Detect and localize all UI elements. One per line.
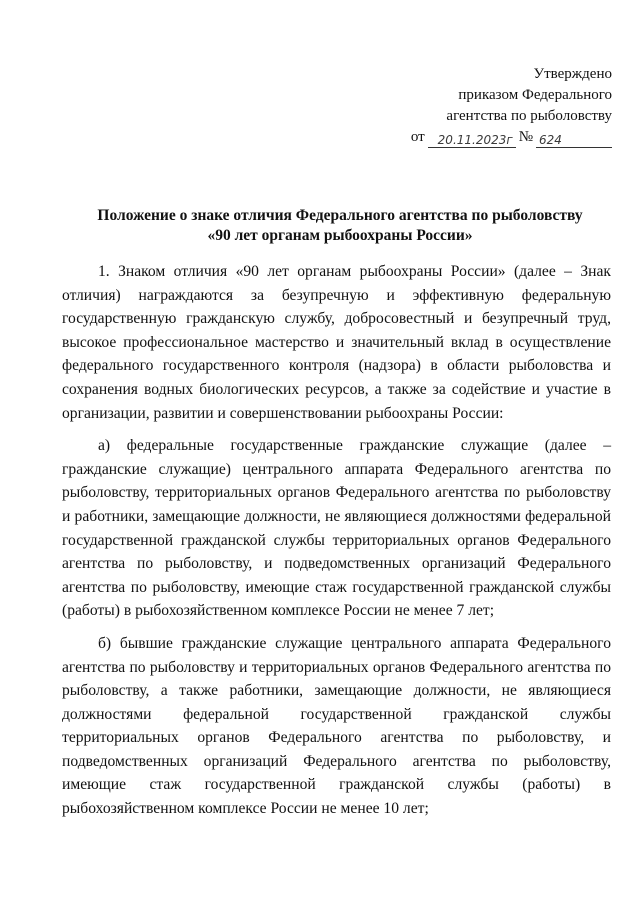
- approval-line-approved: Утверждено: [533, 66, 612, 82]
- document-body: [62, 260, 611, 830]
- number-label: №: [518, 129, 533, 145]
- approval-line-order: приказом Федерального: [458, 87, 612, 103]
- paragraph-1: 1. Знаком отличия «90 лет органам рыбоохраны России» (далее – Знак отличия) награждаются за безупречную и эффективную федеральную государственную гражданскую службу, добросовестный и безупречный труд, высокое профессиональное мастерство и значительный вклад в осуществление федерального государственного контроля (надзора) в области рыболовства и сохранения водных биологических ресурсов, а также за содействие и участие в организации, развитии и совершенствовании рыбоохраны России:: [62, 263, 611, 422]
- handwritten-date: 20.11.2023г: [428, 133, 516, 148]
- document-title: [60, 206, 620, 246]
- approval-date-number-row: [411, 127, 612, 148]
- title-line-2: «90 лет органам рыбоохраны России»: [207, 227, 473, 244]
- date-prefix: от: [410, 129, 425, 145]
- approval-stamp-block: [411, 64, 612, 148]
- title-line-1: Положение о знаке отличия Федерального агентства по рыболовству: [97, 207, 583, 224]
- approval-line-agency: агентства по рыболовству: [446, 108, 612, 124]
- paragraph-b: б) бывшие гражданские служащие центрального аппарата Федерального агентства по рыболовству и территориальных органов Федерального агентства по рыболовству, а также работники, замещающие должности, не являющиеся должностями федеральной государственной гражданской службы территориальных органов Федерального агентства по рыболовству, и подведомственных организаций Федерального агентства по рыболовству, имеющие стаж государственной гражданской службы (работы) в рыбохозяйственном комплексе России не менее 10 лет;: [62, 634, 611, 818]
- paragraph-a: а) федеральные государственные гражданские служащие (далее – гражданские служащие) центрального аппарата Федерального агентства по рыболовству, территориальных органов Федерального агентства по рыболовству и работники, замещающие должности, не являющиеся должностями федеральной государственной гражданской службы территориальных органов Федерального агентства по рыболовству, и подведомственных организаций Федерального агентства по рыболовству, имеющие стаж государственной гражданской службы (работы) в рыбохозяйственном комплексе России не менее 7 лет;: [62, 437, 611, 620]
- handwritten-order-number: 624: [536, 133, 612, 148]
